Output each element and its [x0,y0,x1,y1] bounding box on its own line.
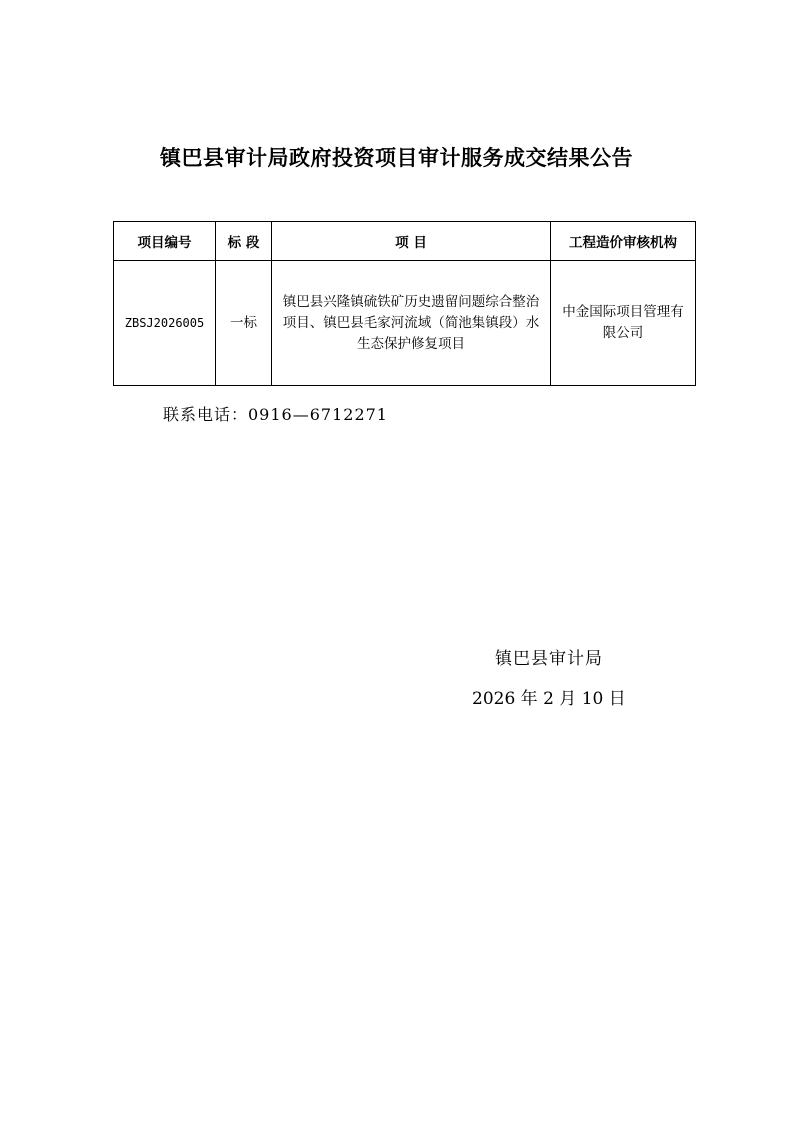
header-section: 标 段 [216,222,272,261]
table-row [114,261,696,386]
issuer-name: 镇巴县审计局 [495,649,603,669]
cell-project-code: ZBSJ2026005 [114,261,216,386]
cell-section: 一标 [216,261,272,386]
header-audit-agency: 工程造价审核机构 [551,222,696,261]
cell-audit-agency: 中金国际项目管理有限公司 [551,261,696,386]
cell-project: 镇巴县兴隆镇硫铁矿历史遗留问题综合整治项目、镇巴县毛家河流域（简池集镇段）水生态保护修复项目 [272,261,551,386]
contact-phone: 联系电话：0916—6712271 [163,405,388,424]
table-header-row [114,222,696,261]
header-project: 项 目 [272,222,551,261]
issue-date: 2026 年 2 月 10 日 [472,689,626,709]
header-project-code: 项目编号 [114,222,216,261]
page-title: 镇巴县审计局政府投资项目审计服务成交结果公告 [160,146,633,170]
result-table [113,221,696,386]
